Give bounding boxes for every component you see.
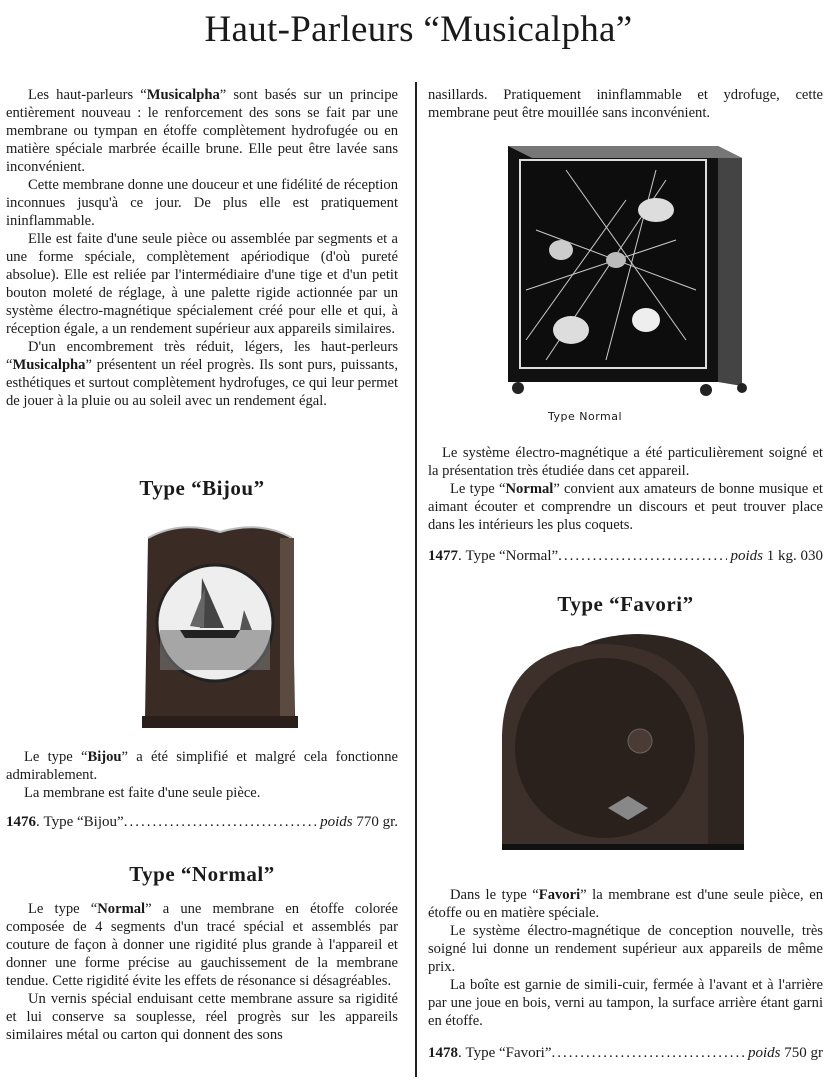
text: ” a été simplifié et malgré cela fonctionne admirablement.: [6, 749, 398, 783]
weight-value: 750 gr: [784, 1045, 823, 1061]
paragraph: [428, 480, 823, 534]
text: ” présentent un réel progrès. Ils sont purs, puissants, esthétiques et surtout complètement hydrofuges, ce qui leur permet de jouer à la pluie ou au soleil avec un rendement égal.: [6, 357, 398, 409]
model-name: Normal: [505, 481, 554, 497]
bijou-speaker-image: [140, 518, 300, 730]
product-line-1477: [428, 548, 823, 565]
product-line-1476: [6, 814, 398, 831]
text: ” sont basés sur un principe entièrement nouveau : le renforcement des sons se fait par une membrane ou tympan en étoffe complètement hydrofugée ou en matière spéciale marbrée écaille brune. Elle peut être lavée sans inconvénient.: [6, 87, 399, 175]
leader-dots: [552, 1045, 745, 1062]
normal-speaker-image: [506, 140, 756, 396]
separator: .: [458, 1045, 466, 1061]
product-name: Type “Favori”: [465, 1045, 552, 1061]
weight-label: poids: [320, 814, 353, 830]
favori-description: [428, 886, 823, 1030]
text: Le type “: [28, 901, 98, 917]
normal-right-description: [428, 444, 823, 534]
product-number: 1476: [6, 814, 36, 830]
model-name: Favori: [538, 887, 581, 903]
heading-favori: Type “Favori”: [557, 592, 694, 616]
model-name: Bijou: [87, 749, 122, 765]
brand-name: Musicalpha: [12, 357, 86, 373]
paragraph: Elle est faite d'une seule pièce ou assemblée par segments et a une forme spéciale, complètement apériodique (d'où pureté absolue). Elle est reliée par l'intermédiaire d'une tige et d'un petit bouton moleté de réglage, à une palette rigide actionnée par un système électro-magnétique spécialement créé pour elle et qui, à réception égale, a un rendement supérieur aux appareils similaires.: [6, 231, 398, 337]
product-number: 1478: [428, 1045, 458, 1061]
product-name: Type “Normal”: [465, 548, 559, 564]
text: ” convient aux amateurs de bonne musique et aimant écouter et comprendre un discours et peut trouver place dans les intérieurs les plus coquets.: [428, 481, 823, 533]
paragraph: Cette membrane donne une douceur et une fidélité de réception inconnues jusqu'à ce jour. De plus elle est pratiquement ininflammable.: [6, 177, 398, 229]
intro-text: [6, 86, 398, 410]
separator: .: [458, 548, 466, 564]
paragraph: [428, 886, 823, 922]
paragraph: [6, 338, 398, 410]
text: ” a une membrane en étoffe colorée composée de 4 segments d'un tracé spécial et assemblés par couture de façon à donner une rigidité plus grande à l'appareil et donner une forme précise au gauchissement de la membrane tendue. Cette rigidité évite les effets de résonance si désagréables.: [6, 901, 398, 989]
weight-label: poids: [747, 1045, 781, 1061]
continuation-text: [428, 86, 823, 122]
normal-description: [6, 900, 398, 1044]
paragraph: Le système électro-magnétique a été particulièrement soigné et la présentation très étudiée dans cet appareil.: [428, 445, 823, 479]
paragraph: La boîte est garnie de simili-cuir, fermée à l'avant et à l'arrière par une joue en bois, verni au tampon, la surface arrière étant garni en étoffe.: [428, 977, 823, 1029]
paragraph: Un vernis spécial enduisant cette membrane assure sa rigidité et lui conserve sa souplesse, réel progrès sur les appareils similaires métal ou carton qui donnent des sons: [6, 991, 398, 1043]
page-title: Haut-Parleurs “Musicalpha”: [204, 9, 633, 50]
text: Les haut-parleurs “: [28, 87, 147, 103]
weight-label: poids: [730, 548, 763, 564]
paragraph: [6, 900, 398, 990]
leader-dots: [124, 814, 317, 831]
heading-bijou: Type “Bijou”: [139, 476, 265, 500]
brand-name: Musicalpha: [146, 87, 220, 103]
paragraph: La membrane est faite d'une seule pièce.: [24, 785, 261, 801]
separator: .: [36, 814, 44, 830]
text: ” la membrane est d'une seule pièce, en étoffe ou en matière spéciale.: [428, 887, 824, 921]
heading-normal: Type “Normal”: [129, 862, 275, 886]
model-name: Normal: [97, 901, 146, 917]
product-number: 1477: [428, 548, 458, 564]
bijou-description: [6, 748, 398, 802]
text: Le type “: [24, 749, 88, 765]
image-caption: Type Normal: [548, 410, 623, 423]
paragraph: [6, 748, 398, 784]
text: Le type “: [450, 481, 506, 497]
leader-dots: [558, 548, 727, 565]
paragraph: nasillards. Pratiquement ininflammable et ydrofuge, cette membrane peut être mouillée sans inconvénient.: [428, 87, 823, 121]
weight-value: 770 gr.: [356, 814, 398, 830]
column-divider: [415, 82, 417, 1077]
text: D'un encombrement très réduit, légers, les haut-perleurs “: [6, 339, 398, 373]
product-line-1478: [428, 1045, 823, 1062]
product-name: Type “Bijou”: [43, 814, 124, 830]
paragraph: Le système électro-magnétique de conception nouvelle, très soigné lui donne un rendement supérieur aux appareils de même prix.: [428, 923, 823, 975]
favori-speaker-image: [498, 626, 748, 852]
paragraph: [6, 86, 398, 176]
weight-value: 1 kg. 030: [766, 548, 823, 564]
text: Dans le type “: [450, 887, 539, 903]
